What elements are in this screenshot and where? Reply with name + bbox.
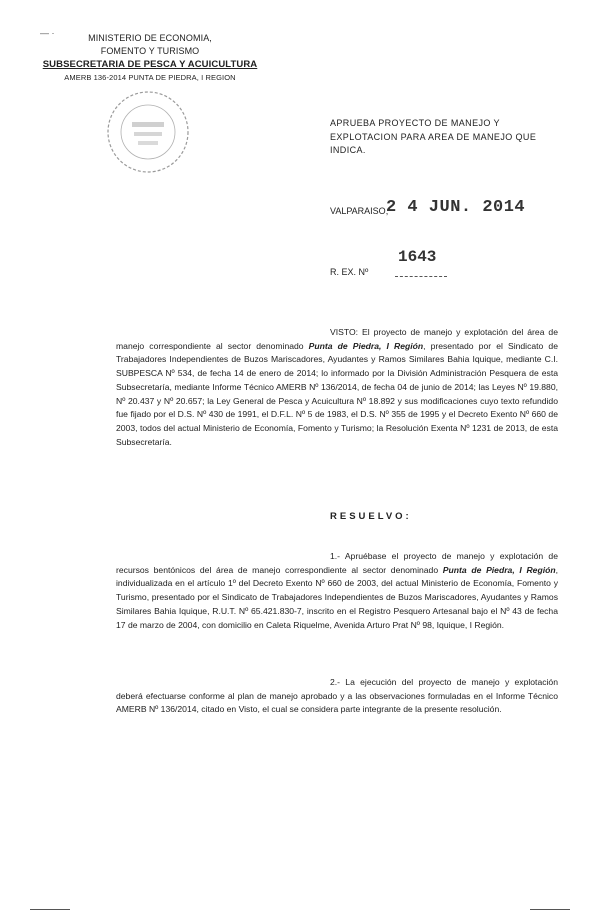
- article-1-lead: 1.- Apruébase el proyecto de manejo y explotación de recursos bentónicos del área de manejo correspondiente al sector denominado: [116, 551, 558, 575]
- title-line: APRUEBA PROYECTO DE MANEJO Y: [330, 118, 500, 128]
- article-1-rest: , individualizada en el artículo 1º del Decreto Exento Nº 660 de 2003, del actual Ministerio de Economía, Fomento y Turismo, presentado por el Sindicato de Trabajadores Independientes de Buzos Mariscadores, Ayudantes y Ramos Similares Bahia Iquique, R.U.T. Nº 65.421.830-7, inscrito en el Registro Pesquero Artesanal bajo el Nº 43 de fecha 17 de marzo de 2004, con domicilio en Caleta Riquelme, Avenida Arturo Prat Nº 98, Iquique, I Región.: [116, 564, 558, 630]
- date-stamp: 2 4 JUN. 2014: [386, 198, 526, 217]
- resuelvo-heading: RESUELVO:: [330, 511, 412, 522]
- resolution-number: 1643: [398, 248, 437, 266]
- footer-rule-right: [530, 909, 570, 910]
- visto-sector-name: Punta de Piedra, I Región: [308, 340, 424, 351]
- article-1-sector-name: Punta de Piedra, I Región: [442, 564, 556, 575]
- visto-lead: VISTO: El proyecto de manejo y explotación del área de manejo correspondiente al sector denominado: [116, 327, 558, 351]
- resolution-number-underline: [395, 276, 447, 277]
- article-2-paragraph: 2.- La ejecución del proyecto de manejo y explotación deberá efectuarse conforme al plan de manejo aprobado y a las observaciones formuladas en el Informe Técnico AMERB Nº 136/2014, citado en Visto, el cual se considera parte integrante de la presente resolución.: [116, 677, 558, 715]
- amerb-reference: AMERB 136-2014 PUNTA DE PIEDRA, I REGION: [64, 73, 236, 82]
- article-1-paragraph: [116, 550, 558, 632]
- footer-rule-left: [30, 909, 70, 910]
- visto-paragraph: [116, 326, 558, 449]
- title-line: EXPLOTACION PARA AREA DE MANEJO QUE: [330, 131, 537, 142]
- margin-mark: — ·: [40, 28, 55, 38]
- ministry-name: MINISTERIO DE ECONOMIA,: [88, 33, 212, 43]
- visto-rest: , presentado por el Sindicato de Trabajadores Independientes de Buzos Mariscadores, Ayudantes y Ramos Similares Bahia Iquique, mediante C.I. SUBPESCA Nº 534, de fecha 14 de enero de 2014; lo informado por la División Administración Pesquera de esta Subsecretaría, mediante Informe Técnico AMERB Nº 136/2014, de fecha 04 de junio de 2014; las Leyes Nº 19.880, Nº 20.437 y Nº 20.657; la Ley General de Pesca y Acuicultura Nº 18.892 y sus modificaciones cuyo texto refundido fue fijado por el D.S. Nº 430 de 1991, el D.F.L. Nº 5 de 1983, el D.S. Nº 355 de 1995 y el Decreto Exento Nº 660 de 2003, todos del actual Ministerio de Economía, Fomento y Turismo; la Resolución Exenta Nº 1231 de 2013, de esta Subsecretaría.: [116, 340, 558, 447]
- resolution-number-label: R. EX. Nº: [330, 267, 369, 277]
- city-label: VALPARAISO,: [330, 206, 389, 216]
- subsecretaria-name: SUBSECRETARIA DE PESCA Y ACUICULTURA: [42, 59, 258, 70]
- title-line: INDICA.: [330, 145, 366, 155]
- ministry-name-cont: FOMENTO Y TURISMO: [100, 46, 200, 56]
- official-seal-stamp: [102, 86, 194, 178]
- resolution-title: [330, 117, 558, 158]
